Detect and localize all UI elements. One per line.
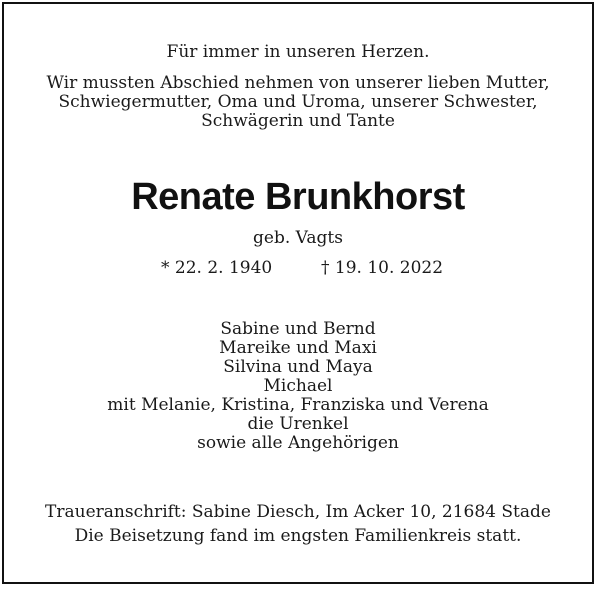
farewell-line: Schwägerin und Tante — [201, 111, 395, 131]
mourner-line: die Urenkel — [247, 414, 349, 434]
mourner-line: Silvina und Maya — [223, 357, 373, 377]
funeral-note: Die Beisetzung fand im engsten Familienkreis statt. — [74, 526, 522, 546]
maiden-name: geb. Vagts — [253, 228, 343, 248]
mourner-line: Michael — [263, 376, 333, 396]
obituary-notice — [2, 2, 594, 584]
farewell-line: Schwiegermutter, Oma und Uroma, unserer Schwester, — [58, 92, 538, 112]
mourner-line: mit Melanie, Kristina, Franziska und Verena — [107, 395, 489, 415]
motto: Für immer in unseren Herzen. — [166, 42, 430, 62]
mourning-address: Traueranschrift: Sabine Diesch, Im Acker 10, 21684 Stade — [45, 502, 551, 522]
farewell-line: Wir mussten Abschied nehmen von unserer lieben Mutter, — [46, 73, 550, 93]
deceased-name: Renate Brunkhorst — [131, 176, 465, 218]
mourner-line: Sabine und Bernd — [220, 319, 376, 339]
mourner-line: Mareike und Maxi — [219, 338, 377, 358]
life-dates — [4, 259, 592, 279]
mourner-line: sowie alle Angehörigen — [197, 433, 399, 453]
birth-date: * 22. 2. 1940 — [161, 258, 273, 278]
death-date: † 19. 10. 2022 — [321, 258, 444, 278]
